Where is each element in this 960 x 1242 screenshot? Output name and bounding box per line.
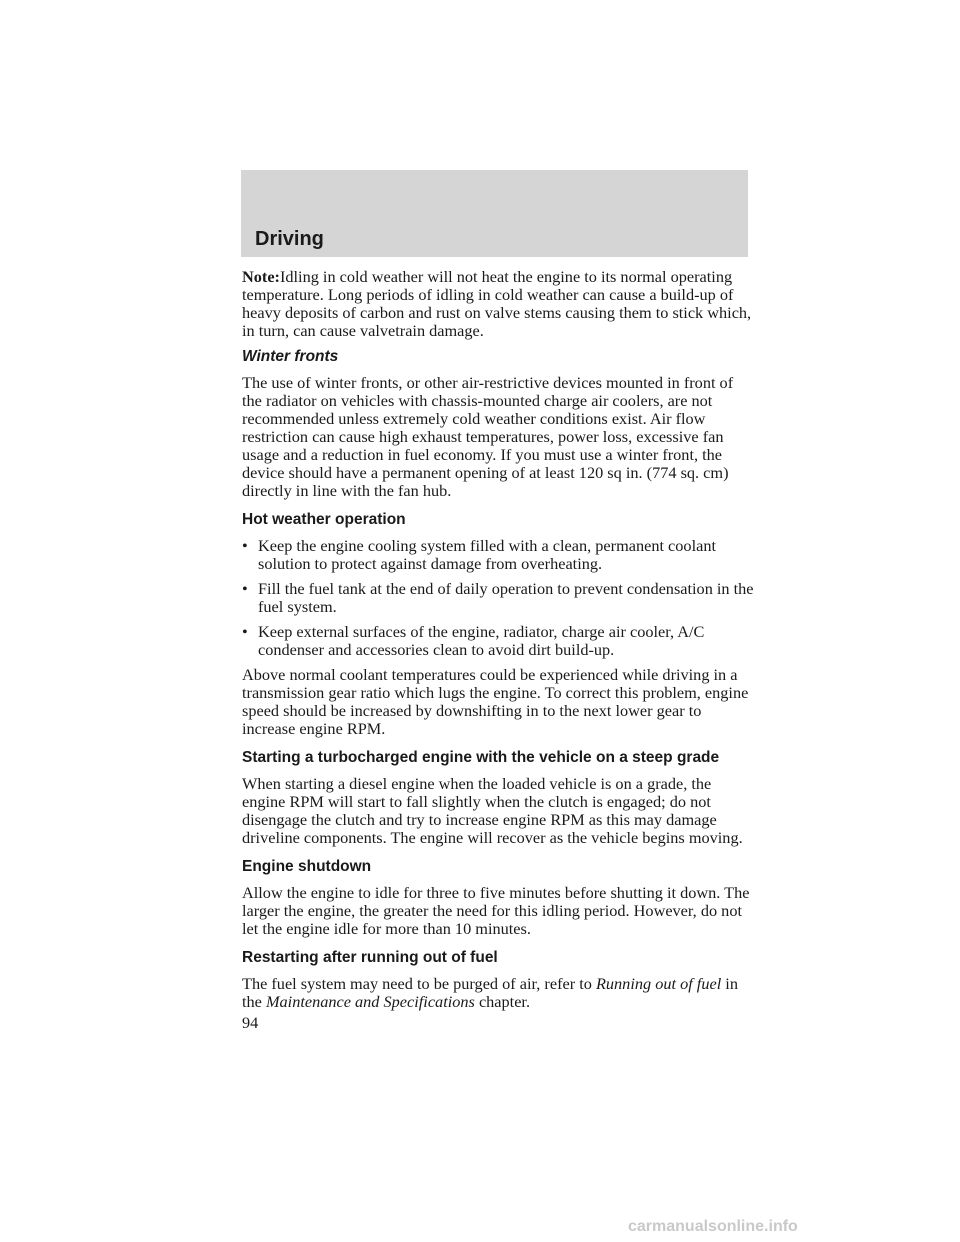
list-item-text: Keep the engine cooling system filled with a clean, permanent coolant solution to protect against damage from overheating. [258,536,716,573]
bullet-icon: • [242,622,248,641]
turbo-start-body: When starting a diesel engine when the loaded vehicle is on a grade, the engine RPM will start to fall slightly when the clutch is engaged; do not disengage the clutch and try to increase engine RPM as this may damage driveline components. The engine will recover as the vehicle begins moving. [242,774,743,847]
note-text: Idling in cold weather will not heat the engine to its normal operating temperature. Long periods of idling in cold weather can cause a build-up of heavy deposits of carbon and rust on valve stems causing them to stick which, in turn, can cause valvetrain damage. [242,267,752,340]
list-item [242,537,757,573]
heading-hot-weather: Hot weather operation [242,511,406,528]
winter-fronts-body: The use of winter fronts, or other air-restrictive devices mounted in front of the radiator on vehicles with chassis-mounted charge air coolers, are not recommended unless extremely cold weather conditions exist. Air flow restriction can cause high exhaust temperatures, power loss, excessive fan usage and a reduction in fuel economy. If you must use a winter front, the device should have a permanent opening of at least 120 sq in. (774 sq. cm) directly in line with the fan hub. [242,373,734,500]
note-label: Note: [242,267,280,286]
restart-text-2: in the [242,974,738,1011]
list-item [242,580,757,616]
hot-weather-body: Above normal coolant temperatures could be experienced while driving in a transmission gear ratio which lugs the engine. To correct this problem, engine speed should be increased by downshifting in to the next lower gear to increase engine RPM. [242,665,749,738]
heading-turbo-start: Starting a turbocharged engine with the vehicle on a steep grade [242,749,720,766]
list-item-text: Fill the fuel tank at the end of daily operation to prevent condensation in the fuel system. [258,579,754,616]
hot-weather-list [242,537,757,659]
restart-text-1: The fuel system may need to be purged of air, refer to [242,974,592,993]
restart-body [242,975,757,1011]
page-number: 94 [242,1013,259,1032]
heading-restart: Restarting after running out of fuel [242,949,498,966]
bullet-icon: • [242,536,248,555]
link-maintenance-specifications[interactable]: Maintenance and Specifications [265,992,475,1011]
heading-winter-fronts: Winter fronts [242,348,339,365]
list-item-text: Keep external surfaces of the engine, radiator, charge air cooler, A/C condenser and accessories clean to avoid dirt build-up. [258,622,705,659]
section-title: Driving [255,228,324,250]
bullet-icon: • [242,579,248,598]
page-content [242,268,757,1032]
note-paragraph [242,268,757,340]
link-running-out-of-fuel[interactable]: Running out of fuel [595,974,722,993]
heading-engine-shutdown: Engine shutdown [242,858,372,875]
watermark: carmanualsonline.info [628,1218,798,1235]
list-item [242,623,757,659]
restart-text-3: chapter. [478,992,531,1011]
engine-shutdown-body: Allow the engine to idle for three to five minutes before shutting it down. The larger the engine, the greater the need for this idling period. However, do not let the engine idle for more than 10 minutes. [242,883,750,938]
